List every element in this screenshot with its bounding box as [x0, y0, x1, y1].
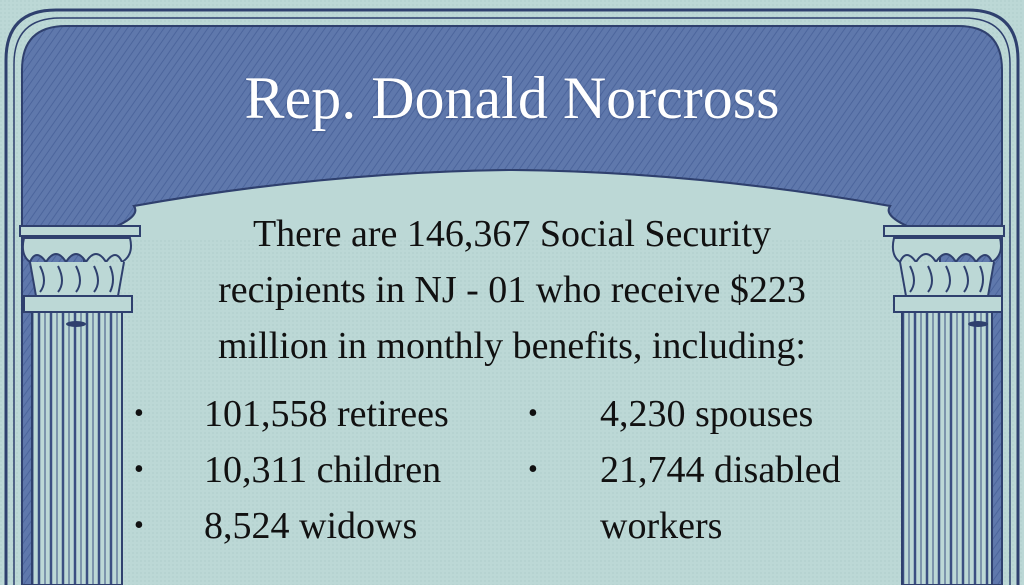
- bullet-icon: •: [134, 398, 144, 429]
- list-item-label: 101,558 retirees: [204, 393, 449, 435]
- list-item-label: 10,311 children: [204, 449, 442, 491]
- list-item-label: 21,744 disabled workers: [600, 449, 841, 547]
- bullet-icon: •: [134, 454, 144, 485]
- list-item: [134, 498, 514, 554]
- intro-line: recipients in NJ - 01 who receive $223: [218, 269, 806, 311]
- recipients-list-left: [134, 386, 514, 554]
- list-item-label: 4,230 spouses: [600, 393, 814, 435]
- bullet-icon: •: [528, 454, 538, 485]
- page-title: Rep. Donald Norcross: [244, 65, 780, 131]
- list-item: [528, 386, 908, 442]
- bullet-icon: •: [134, 510, 144, 541]
- list-item: [134, 442, 514, 498]
- bullet-icon: •: [528, 398, 538, 429]
- list-item: [528, 442, 908, 554]
- list-item: [134, 386, 514, 442]
- recipients-list-right: [528, 386, 908, 554]
- list-item-label: 8,524 widows: [204, 505, 418, 547]
- intro-line: There are 146,367 Social Security: [252, 213, 772, 255]
- intro-paragraph: [160, 206, 864, 374]
- intro-line: million in monthly benefits, including:: [218, 325, 806, 367]
